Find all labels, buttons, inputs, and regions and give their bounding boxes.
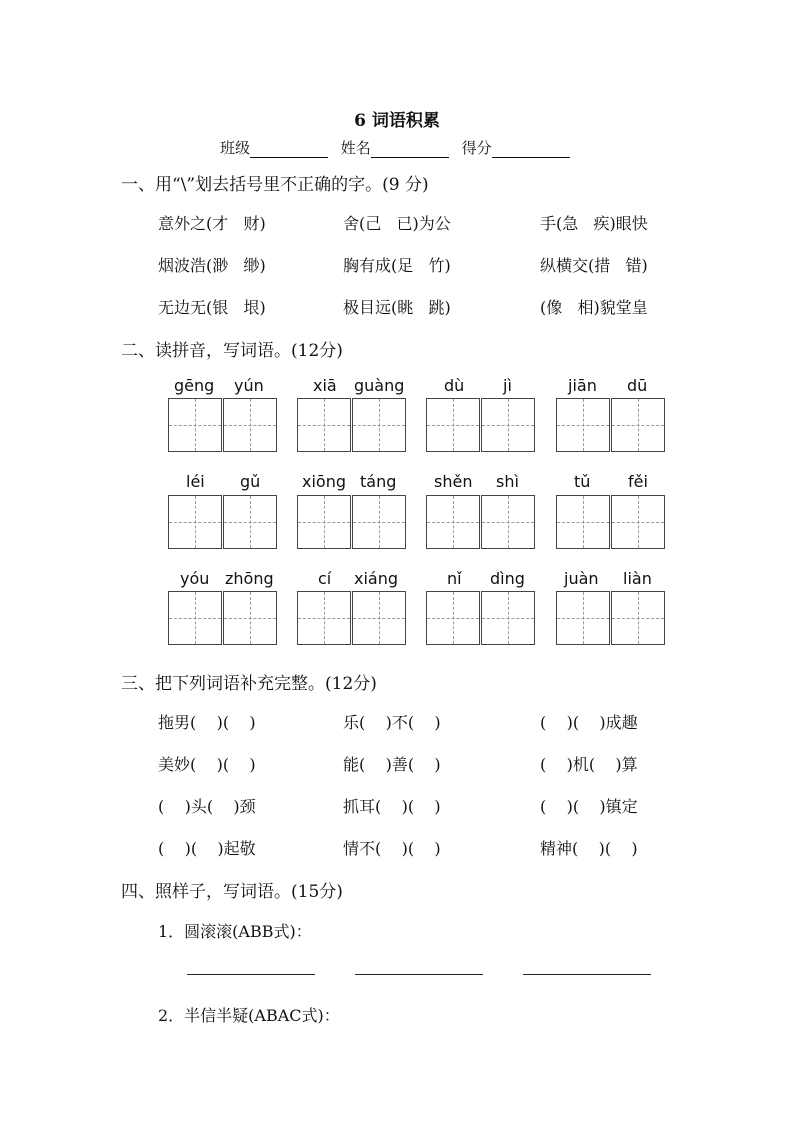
section3-item[interactable]: 情不( )( ) xyxy=(343,839,441,858)
section3-item[interactable]: ( )机( )算 xyxy=(540,755,638,774)
pinyin-label: yún xyxy=(234,376,264,395)
section3-item[interactable]: ( )( )起敬 xyxy=(158,839,256,858)
pinyin-label: fěi xyxy=(628,472,648,491)
writing-cell[interactable] xyxy=(481,398,535,452)
pinyin-label: jì xyxy=(503,376,512,395)
writing-cell[interactable] xyxy=(352,495,406,549)
pinyin-label: dū xyxy=(627,376,648,395)
student-info xyxy=(220,137,578,158)
pinyin-label: juàn xyxy=(564,569,599,588)
writing-cell[interactable] xyxy=(352,398,406,452)
writing-cell[interactable] xyxy=(481,591,535,645)
pinyin-label: liàn xyxy=(623,569,652,588)
score-blank[interactable] xyxy=(492,141,570,158)
section3-item[interactable]: 能( )善( ) xyxy=(343,755,441,774)
pinyin-label: xiáng xyxy=(354,569,399,588)
section1-item[interactable]: 烟波浩(渺 缈) xyxy=(158,256,266,275)
answer-line[interactable] xyxy=(187,974,315,975)
section3-heading: 三、把下列词语补充完整。(12分) xyxy=(121,674,377,694)
writing-cell[interactable] xyxy=(223,398,277,452)
section3-item[interactable]: 乐( )不( ) xyxy=(343,713,441,732)
pinyin-label: shì xyxy=(496,472,519,491)
section3-item[interactable]: ( )( )成趣 xyxy=(540,713,638,732)
pinyin-label: zhōng xyxy=(225,569,274,588)
pinyin-label: tǔ xyxy=(574,472,591,491)
writing-cell[interactable] xyxy=(481,495,535,549)
class-blank[interactable] xyxy=(250,141,328,158)
writing-cell[interactable] xyxy=(426,495,480,549)
section1-item[interactable]: 极目远(眺 跳) xyxy=(343,298,451,317)
section1-item[interactable]: (像 相)貌堂皇 xyxy=(540,298,648,317)
writing-cell[interactable] xyxy=(223,591,277,645)
pinyin-label: dù xyxy=(444,376,465,395)
writing-cell[interactable] xyxy=(223,495,277,549)
pinyin-label: jiān xyxy=(568,376,597,395)
section1-item[interactable]: 手(急 疾)眼快 xyxy=(540,214,648,233)
writing-cell[interactable] xyxy=(556,495,610,549)
section3-item[interactable]: 抓耳( )( ) xyxy=(343,797,441,816)
pinyin-label: léi xyxy=(186,472,205,491)
writing-cell[interactable] xyxy=(556,591,610,645)
section1-item[interactable]: 无边无(银 垠) xyxy=(158,298,266,317)
writing-cell[interactable] xyxy=(297,398,351,452)
section1-item[interactable]: 意外之(才 财) xyxy=(158,214,266,233)
section3-item[interactable]: 拖男( )( ) xyxy=(158,713,256,732)
section2-heading: 二、读拼音，写词语。(12分) xyxy=(121,341,343,361)
section3-item[interactable]: 美妙( )( ) xyxy=(158,755,256,774)
class-label: 班级 xyxy=(220,139,251,157)
pinyin-label: guàng xyxy=(354,376,405,395)
pinyin-label: yóu xyxy=(180,569,210,588)
pinyin-label: gǔ xyxy=(240,472,261,491)
writing-cell[interactable] xyxy=(168,398,222,452)
question-2: 2．半信半疑(ABAC式)： xyxy=(158,1006,340,1025)
answer-line[interactable] xyxy=(523,974,651,975)
section4-heading: 四、照样子，写词语。(15分) xyxy=(121,882,343,902)
section1-item[interactable]: 纵横交(措 错) xyxy=(540,256,648,275)
writing-cell[interactable] xyxy=(556,398,610,452)
pinyin-label: táng xyxy=(360,472,397,491)
answer-line[interactable] xyxy=(355,974,483,975)
name-label: 姓名 xyxy=(340,139,371,157)
pinyin-label: xiā xyxy=(313,376,337,395)
score-label: 得分 xyxy=(461,139,492,157)
question-1: 1．圆滚滚(ABB式)： xyxy=(158,922,312,941)
pinyin-label: gēng xyxy=(174,376,215,395)
pinyin-label: cí xyxy=(318,569,332,588)
writing-cell[interactable] xyxy=(611,591,665,645)
name-blank[interactable] xyxy=(371,141,449,158)
pinyin-label: xiōng xyxy=(302,472,346,491)
writing-cell[interactable] xyxy=(168,495,222,549)
writing-cell[interactable] xyxy=(168,591,222,645)
pinyin-label: nǐ xyxy=(447,569,462,588)
writing-cell[interactable] xyxy=(297,591,351,645)
writing-cell[interactable] xyxy=(297,495,351,549)
pinyin-label: shěn xyxy=(434,472,473,491)
section3-item[interactable]: ( )头( )颈 xyxy=(158,797,256,816)
writing-cell[interactable] xyxy=(611,398,665,452)
writing-cell[interactable] xyxy=(426,591,480,645)
pinyin-label: dìng xyxy=(490,569,525,588)
section1-item[interactable]: 舍(己 已)为公 xyxy=(343,214,451,233)
page-title: 6 词语积累 xyxy=(354,111,440,131)
writing-cell[interactable] xyxy=(611,495,665,549)
section3-item[interactable]: ( )( )镇定 xyxy=(540,797,638,816)
section1-heading: 一、用“\”划去括号里不正确的字。(9 分) xyxy=(121,175,429,195)
section3-item[interactable]: 精神( )( ) xyxy=(540,839,638,858)
section1-item[interactable]: 胸有成(足 竹) xyxy=(343,256,451,275)
writing-cell[interactable] xyxy=(352,591,406,645)
writing-cell[interactable] xyxy=(426,398,480,452)
